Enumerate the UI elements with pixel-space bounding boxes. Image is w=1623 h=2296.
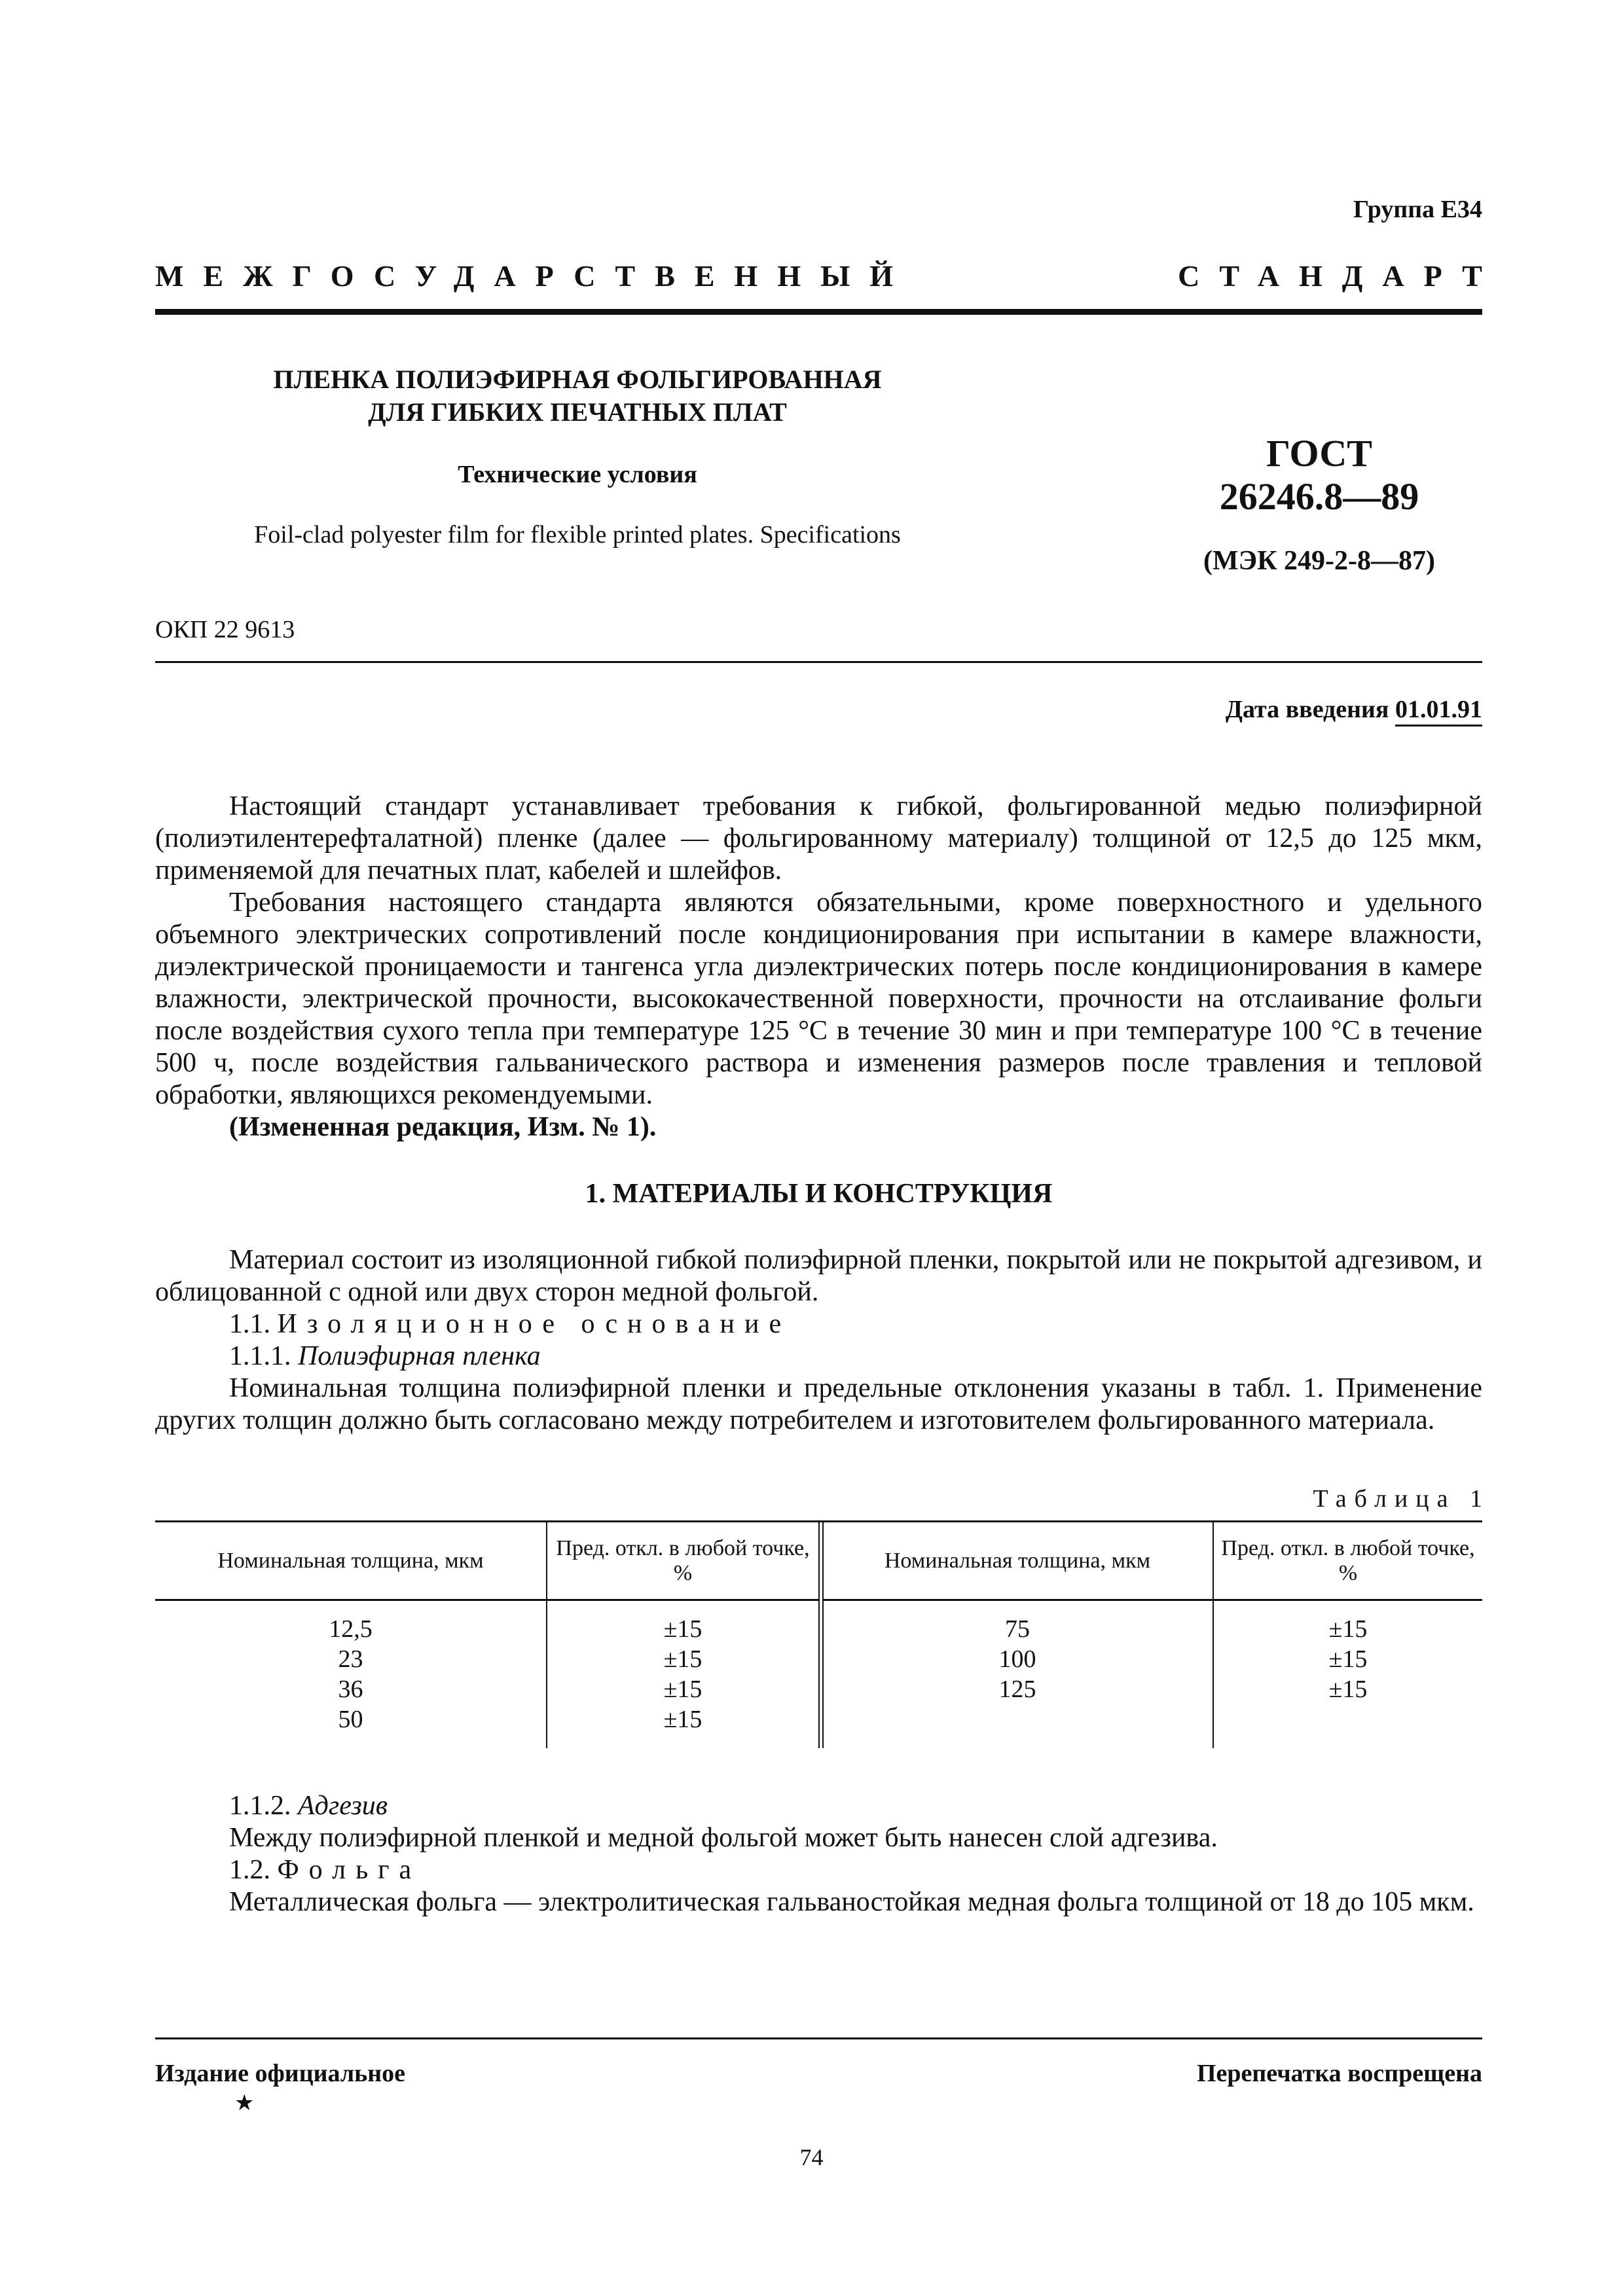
subsection-1-2-title: Фольга xyxy=(277,1855,422,1885)
section-1-continued xyxy=(155,1790,1482,1918)
title-line-2: ДЛЯ ГИБКИХ ПЕЧАТНЫХ ПЛАТ xyxy=(368,397,787,427)
table-cell: 100 xyxy=(998,1645,1036,1673)
date-label: Дата введения xyxy=(1225,696,1389,723)
document-title xyxy=(155,363,1000,429)
table-cell: 36 xyxy=(338,1676,363,1703)
official-edition-note: Издание официальное xyxy=(155,2060,406,2087)
table-cell: ±15 xyxy=(663,1615,702,1643)
star-icon: ★ xyxy=(234,2091,255,2115)
subsection-1-1-1: 1.1.1. Полиэфирная пленка xyxy=(229,1341,541,1371)
table-column-3 xyxy=(822,1614,1213,1704)
section-1-paragraph-1: Материал состоит из изоляционной гибкой полиэфирной пленки, покрытой или не покрытой адгезивом, и облицованной с одной или двух сторон медной фольгой. xyxy=(155,1245,1482,1307)
introduction-date xyxy=(1226,695,1482,724)
amendment-note: (Измененная редакция, Изм. № 1). xyxy=(229,1112,657,1142)
intro-paragraph-1: Настоящий стандарт устанавливает требования к гибкой, фольгированной медью полиэфирной (полиэтилентерефталатной) пленке (далее — фольгированному материалу) толщиной от 12,5 до 125 мкм, применяемой для печатных плат, кабелей и шлейфов. xyxy=(155,791,1482,886)
table-column-4 xyxy=(1214,1614,1482,1704)
header-rule xyxy=(155,309,1482,315)
subsection-1-1-title: Изоляционное основание xyxy=(277,1309,792,1339)
table-header-3: Номинальная толщина, мкм xyxy=(822,1522,1213,1601)
subsection-1-1-1-title: Полиэфирная пленка xyxy=(298,1341,541,1371)
table-cell: ±15 xyxy=(663,1645,702,1673)
title-line-1: ПЛЕНКА ПОЛИЭФИРНАЯ ФОЛЬГИРОВАННАЯ xyxy=(273,365,882,394)
table-header-1: Номинальная толщина, мкм xyxy=(155,1522,546,1601)
document-subtitle: Технические условия xyxy=(458,461,697,488)
table-cell: 23 xyxy=(338,1645,363,1673)
table-cell: ±15 xyxy=(1328,1676,1368,1703)
standard-type-word1: МЕЖГОСУДАРСТВЕННЫЙ xyxy=(155,259,913,293)
subsection-1-1-2: 1.1.2. Адгезив xyxy=(229,1791,388,1821)
iec-reference: (МЭК 249-2-8—87) xyxy=(1203,546,1436,576)
section-1-paragraph-2: Номинальная толщина полиэфирной пленки и предельные отклонения указаны в табл. 1. Применение других толщин должно быть согласовано между потребителем и изготовителем фольгированного материала. xyxy=(155,1373,1482,1435)
subsection-1-1: 1.1. Изоляционное основание xyxy=(229,1309,792,1339)
foil-paragraph: Металлическая фольга — электролитическая гальваностойкая медная фольга толщиной от 18 до 105 мкм. xyxy=(229,1887,1474,1917)
table-cell: 50 xyxy=(338,1706,363,1733)
subsection-1-2: 1.2. Фольга xyxy=(229,1855,422,1885)
table-cell: ±15 xyxy=(1328,1615,1368,1643)
gost-label: ГОСТ xyxy=(1266,432,1372,475)
table-1 xyxy=(155,1520,1482,1748)
table-1-label: Таблица 1 xyxy=(1313,1485,1490,1513)
table-cell: 75 xyxy=(1005,1615,1030,1643)
table-column-2 xyxy=(547,1614,818,1734)
adhesive-paragraph: Между полиэфирной пленкой и медной фольгой может быть нанесен слой адгезива. xyxy=(229,1823,1218,1853)
table-cell: ±15 xyxy=(663,1676,702,1703)
table-cell: 12,5 xyxy=(329,1615,373,1643)
reprint-prohibited-note: Перепечатка воспрещена xyxy=(1196,2060,1482,2087)
intro-paragraph-2: Требования настоящего стандарта являются обязательными, кроме поверхностного и удельного объемного электрических сопротивлений после кондиционирования при испытании в камере влажности, диэлектрической проницаемости и тангенса угла диэлектрических потерь после кондиционирования в камере влажности, электрической прочности, высококачественной поверхности, прочности на отслаивание фольги после воздействия сухого тепла при температуре 125 °С в течение 30 мин и при температуре 100 °С в течение 500 ч, после воздействия гальванического раствора и изменения размеров после травления и тепловой обработки, являющихся рекомендуемыми. xyxy=(155,888,1482,1110)
table-cell: 125 xyxy=(998,1676,1036,1703)
section-1-body xyxy=(155,1244,1482,1437)
table-header-4: Пред. откл. в любой точке, % xyxy=(1214,1522,1482,1601)
date-value: 01.01.91 xyxy=(1395,696,1482,726)
page-number: 74 xyxy=(799,2144,824,2170)
table-column-1 xyxy=(155,1614,546,1734)
standard-type-word2: СТАНДАРТ xyxy=(1178,259,1502,293)
english-title: Foil-clad polyester film for flexible printed plates. Specifications xyxy=(254,521,901,548)
table-cell: ±15 xyxy=(1328,1645,1368,1673)
gost-number: 26246.8—89 xyxy=(1219,475,1419,518)
gost-designation xyxy=(1146,432,1493,518)
section-1-heading: 1. МАТЕРИАЛЫ И КОНСТРУКЦИЯ xyxy=(585,1179,1053,1209)
footer-rule xyxy=(155,2037,1482,2039)
okp-rule xyxy=(155,661,1482,663)
group-code: Группа Е34 xyxy=(1353,196,1482,223)
okp-code: ОКП 22 9613 xyxy=(155,616,295,643)
intro-section xyxy=(155,791,1482,1143)
table-cell: ±15 xyxy=(663,1706,702,1733)
subsection-1-1-2-title: Адгезив xyxy=(298,1791,388,1821)
table-header-2: Пред. откл. в любой точке, % xyxy=(547,1522,818,1601)
